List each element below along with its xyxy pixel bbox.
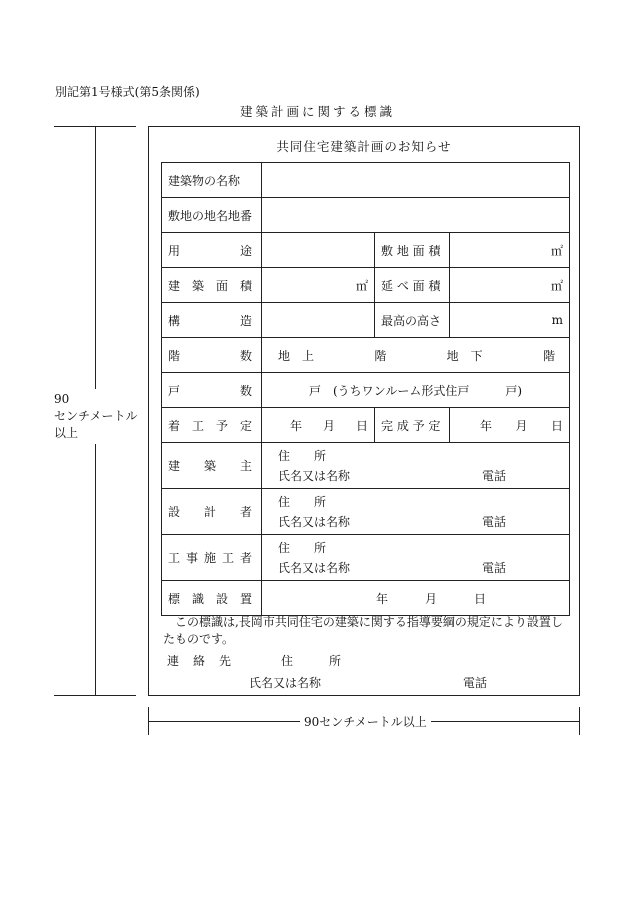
value-structure bbox=[262, 303, 375, 338]
label-site-area: 敷 地 面 積 bbox=[375, 233, 450, 268]
label-building-name: 建築物の名称 bbox=[162, 163, 262, 198]
sign-year: 年 bbox=[376, 591, 389, 606]
value-owner bbox=[262, 443, 570, 489]
designer-phone-label: 電話 bbox=[482, 514, 507, 529]
completion-month: 月 bbox=[515, 418, 528, 433]
table-row bbox=[162, 338, 570, 373]
width-dimension-label: 90センチメートル以上 bbox=[300, 714, 431, 730]
unit-building-area: ㎡ bbox=[262, 268, 375, 303]
table-row bbox=[162, 233, 570, 268]
table-row bbox=[162, 303, 570, 338]
notice-board bbox=[148, 126, 580, 696]
sign-day: 日 bbox=[473, 591, 486, 606]
label-lot-number: 敷地の地名地番 bbox=[162, 198, 262, 233]
notice-note: この標識は,長岡市共同住宅の建築に関する指導要綱の規定により設置したものです。 bbox=[163, 615, 563, 646]
contractor-name-line bbox=[278, 558, 563, 578]
table-row bbox=[162, 163, 570, 198]
floors-above-label: 地 上 bbox=[278, 348, 315, 363]
unit-max-height: m bbox=[450, 303, 570, 338]
table-row bbox=[162, 373, 570, 408]
label-floors: 階 数 bbox=[162, 338, 262, 373]
table-row bbox=[162, 198, 570, 233]
contact-phone-label: 電話 bbox=[463, 676, 488, 690]
owner-phone-label: 電話 bbox=[482, 468, 507, 483]
label-use: 用 途 bbox=[162, 233, 262, 268]
owner-name-label: 氏名又は名称 bbox=[278, 468, 351, 483]
start-month: 月 bbox=[322, 418, 335, 433]
table-row bbox=[162, 268, 570, 303]
table-row bbox=[162, 535, 570, 581]
contact-label: 連絡先 bbox=[167, 654, 246, 668]
table-row bbox=[162, 443, 570, 489]
floors-below-label: 地 下 bbox=[446, 348, 483, 363]
form-reference: 別記第1号様式(第5条関係) bbox=[55, 85, 200, 99]
sign-month: 月 bbox=[424, 591, 437, 606]
floors-below-unit: 階 bbox=[542, 348, 555, 363]
label-units: 戸 数 bbox=[162, 373, 262, 408]
table-row bbox=[162, 489, 570, 535]
unit-site-area: ㎡ bbox=[450, 233, 570, 268]
label-sign-date: 標 識 設 置 bbox=[162, 581, 262, 616]
floors-above-unit: 階 bbox=[374, 348, 387, 363]
height-value: 90 bbox=[54, 392, 70, 406]
value-building-name bbox=[262, 163, 570, 198]
height-qualifier: 以上 bbox=[54, 426, 79, 440]
value-contractor bbox=[262, 535, 570, 581]
start-day: 日 bbox=[355, 418, 368, 433]
value-start-date bbox=[262, 408, 375, 443]
contractor-name-label: 氏名又は名称 bbox=[278, 560, 351, 575]
value-use bbox=[262, 233, 375, 268]
completion-day: 日 bbox=[551, 418, 564, 433]
label-designer: 設 計 者 bbox=[162, 489, 262, 535]
label-structure: 構 造 bbox=[162, 303, 262, 338]
start-year: 年 bbox=[290, 418, 303, 433]
label-max-height: 最高の高さ bbox=[375, 303, 450, 338]
label-start-date: 着 工 予 定 bbox=[162, 408, 262, 443]
value-sign-date bbox=[262, 581, 570, 616]
unit-floor-area: ㎡ bbox=[450, 268, 570, 303]
value-lot-number bbox=[262, 198, 570, 233]
value-designer bbox=[262, 489, 570, 535]
label-completion-date: 完 成 予 定 bbox=[375, 408, 450, 443]
contractor-phone-label: 電話 bbox=[482, 560, 507, 575]
value-completion-date bbox=[450, 408, 570, 443]
value-floors bbox=[262, 338, 570, 373]
contact-name-label: 氏名又は名称 bbox=[249, 676, 322, 690]
contact-address-label: 住 所 bbox=[281, 654, 342, 668]
document-title: 建築計画に関する標識 bbox=[240, 104, 396, 119]
contractor-address-label: 住 所 bbox=[278, 540, 327, 555]
owner-address-label: 住 所 bbox=[278, 448, 327, 463]
building-info-table bbox=[161, 162, 570, 616]
label-owner: 建 築 主 bbox=[162, 443, 262, 489]
label-building-area: 建 築 面 積 bbox=[162, 268, 262, 303]
height-unit: センチメートル bbox=[54, 409, 138, 423]
notice-title: 共同住宅建築計画のお知らせ bbox=[276, 139, 452, 154]
owner-name-line bbox=[278, 466, 563, 486]
label-contractor: 工事施工者 bbox=[162, 535, 262, 581]
value-units: 戸 (うちワンルーム形式住戸 戸) bbox=[262, 373, 570, 408]
table-row bbox=[162, 581, 570, 616]
height-dimension-label bbox=[54, 389, 138, 444]
completion-year: 年 bbox=[480, 418, 493, 433]
label-floor-area: 延 べ 面 積 bbox=[375, 268, 450, 303]
designer-name-label: 氏名又は名称 bbox=[278, 514, 351, 529]
designer-address-label: 住 所 bbox=[278, 494, 327, 509]
table-row bbox=[162, 408, 570, 443]
designer-name-line bbox=[278, 512, 563, 532]
